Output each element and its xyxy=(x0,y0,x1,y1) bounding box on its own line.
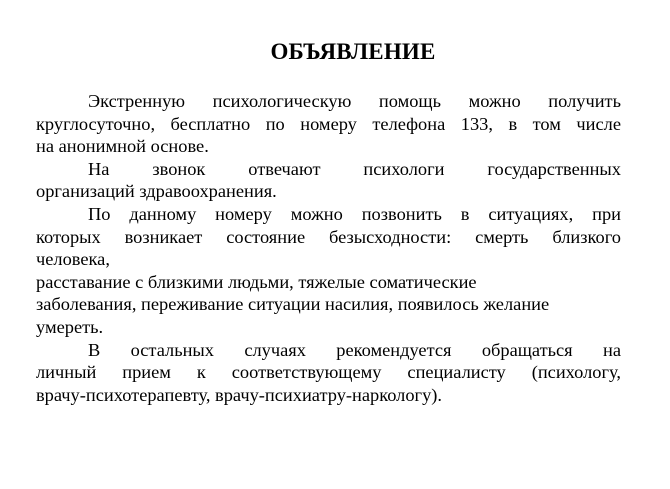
paragraph-3-line-4: расставание с близкими людьми, тяжелые соматические xyxy=(36,271,477,292)
paragraph-3-line-6: умереть. xyxy=(36,316,104,337)
paragraph-1-line-2: круглосуточно, бесплатно по номеру телефона 133, в том числе xyxy=(36,113,621,134)
paragraph-1-line-3: на анонимной основе. xyxy=(36,136,209,157)
paragraph-4-line-1: В остальных случаях рекомендуется обращаться на xyxy=(88,339,621,360)
paragraph-3-line-5: заболевания, переживание ситуации насилия, появилось желание xyxy=(36,294,550,315)
announcement-body xyxy=(36,90,621,406)
paragraph-4-line-2: личный прием к соответствующему специалисту (психологу, xyxy=(36,362,621,383)
announcement-title: ОБЪЯВЛЕНИЕ xyxy=(270,39,436,64)
paragraph-3-line-1: По данному номеру можно позвонить в ситуациях, при xyxy=(88,203,621,224)
paragraph-1-line-1: Экстренную психологическую помощь можно получить xyxy=(88,91,621,111)
paragraph-3-line-3: человека, xyxy=(36,249,110,270)
paragraph-3-line-2: которых возникает состояние безысходности: смерть близкого xyxy=(36,226,621,247)
paragraph-2-line-2: организаций здравоохранения. xyxy=(36,181,277,202)
paragraph-2-line-1: На звонок отвечают психологи государственных xyxy=(88,158,621,179)
paragraph-2 xyxy=(36,158,621,203)
paragraph-4-line-3: врачу-психотерапевту, врачу-психиатру-наркологу). xyxy=(36,384,443,405)
paragraph-3 xyxy=(36,203,621,339)
paragraph-1 xyxy=(36,90,621,158)
paragraph-4 xyxy=(36,339,621,407)
